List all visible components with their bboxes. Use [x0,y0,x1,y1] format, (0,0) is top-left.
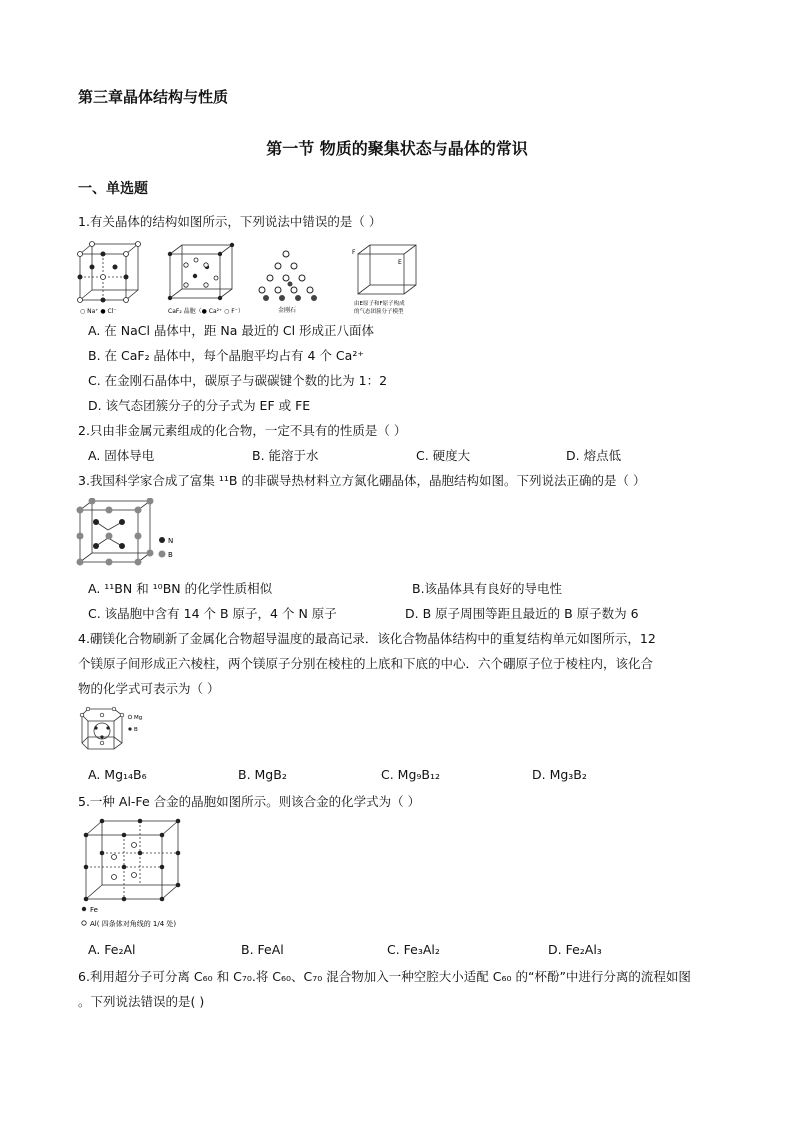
q5-option-d: D. Fe₂Al₃ [548,942,602,957]
q3-option-b: B.该晶体具有良好的导电性 [412,581,563,596]
diamond-caption: 金刚石 [278,307,297,314]
cluster-caption-1: 由E原子和F原子构成 [354,301,405,307]
f-atom-label: F [352,249,356,256]
q6-stem-line1: 6.利用超分子可分离 C₆₀ 和 C₇₀.将 C₆₀、C₇₀ 混合物加入一种空腔大小适配 C₆₀ 的“杯酚”中进行分离的流程如图 [78,969,691,984]
q4-figure [78,703,150,753]
q3-stem: 3.我国科学家合成了富集 ¹¹B 的非碳导热材料立方氮化硼晶体，晶胞结构如图。下列说法正确的是（ ） [78,473,646,488]
q3-option-c: C. 该晶胞中含有 14 个 B 原子，4 个 N 原子 [88,606,337,621]
chapter-title: 第三章晶体结构与性质 [78,88,229,106]
q2-option-c: C. 硬度大 [416,448,471,463]
q5-option-c: C. Fe₃Al₂ [387,942,440,957]
part-title: 一、单选题 [78,181,148,197]
q4-stem-line3: 物的化学式可表示为（ ） [78,681,220,696]
fe-legend-label: Fe [90,906,98,914]
q4-stem-line2: 个镁原子间形成正六棱柱，两个镁原子分别在棱柱的上底和下底的中心．六个硼原子位于棱柱内，该化合 [78,656,654,671]
cluster-caption-2: 的气态团簇分子模型 [354,309,404,315]
q4-option-a: A. Mg₁₄B₆ [88,767,147,782]
q2-option-d: D. 熔点低 [566,448,622,463]
q1-option-a: A. 在 NaCl 晶体中，距 Na 最近的 Cl 形成正八面体 [88,323,375,338]
q5-option-b: B. FeAl [241,942,284,957]
nacl-legend: ○ Na⁺ ● Cl⁻ [80,308,117,315]
mgb-prism-diagram [78,703,150,753]
q4-stem-line1: 4.硼镁化合物刷新了金属化合物超导温度的最高记录．该化合物晶体结构中的重复结构单元如图所示，12 [78,631,656,646]
q1-option-b: B. 在 CaF₂ 晶体中，每个晶胞平均占有 4 个 Ca²⁺ [88,348,364,363]
q6-stem-line2: 。下列说法错误的是( ) [78,994,205,1009]
b-legend-label: B [168,551,173,559]
al-legend-label: Al( 四条体对角线的 1/4 处) [90,920,177,928]
caf2-legend: CaF₂ 晶胞（● Ca²⁺ ○ F⁻） [168,308,244,315]
q5-option-a: A. Fe₂Al [88,942,136,957]
mg-legend-label: Mg [134,715,143,721]
alfe-unit-cell-diagram [78,817,218,932]
q1-option-c: C. 在金刚石晶体中，碳原子与碳碳键个数的比为 1：2 [88,373,388,388]
n-legend-label: N [168,537,174,545]
q3-option-a: A. ¹¹BN 和 ¹⁰BN 的化学性质相似 [88,581,273,596]
q3-figure [76,498,181,568]
q1-option-d: D. 该气态团簇分子的分子式为 EF 或 FE [88,398,311,413]
q5-figure [78,817,218,932]
q5-stem: 5.一种 Al-Fe 合金的晶胞如图所示。则该合金的化学式为（ ） [78,794,421,809]
section-title: 第一节 物质的聚集状态与晶体的常识 [266,139,528,158]
e-atom-label: E [398,259,402,266]
q3-option-d: D. B 原子周围等距且最近的 B 原子数为 6 [405,606,639,621]
q1-stem: 1.有关晶体的结构如图所示，下列说法中错误的是（ ） [78,214,382,229]
q4-option-d: D. Mg₃B₂ [532,767,587,782]
q4-option-c: C. Mg₉B₁₂ [381,767,441,782]
q1-structures-diagram [76,240,421,318]
q2-option-a: A. 固体导电 [88,448,155,463]
q2-stem: 2.只由非金属元素组成的化合物，一定不具有的性质是（ ） [78,423,407,438]
q1-figure [76,240,421,318]
q4-option-b: B. MgB₂ [238,767,287,782]
q2-option-b: B. 能溶于水 [252,448,319,463]
bn-unit-cell-diagram [76,498,181,568]
b-legend-label: B [134,727,138,733]
